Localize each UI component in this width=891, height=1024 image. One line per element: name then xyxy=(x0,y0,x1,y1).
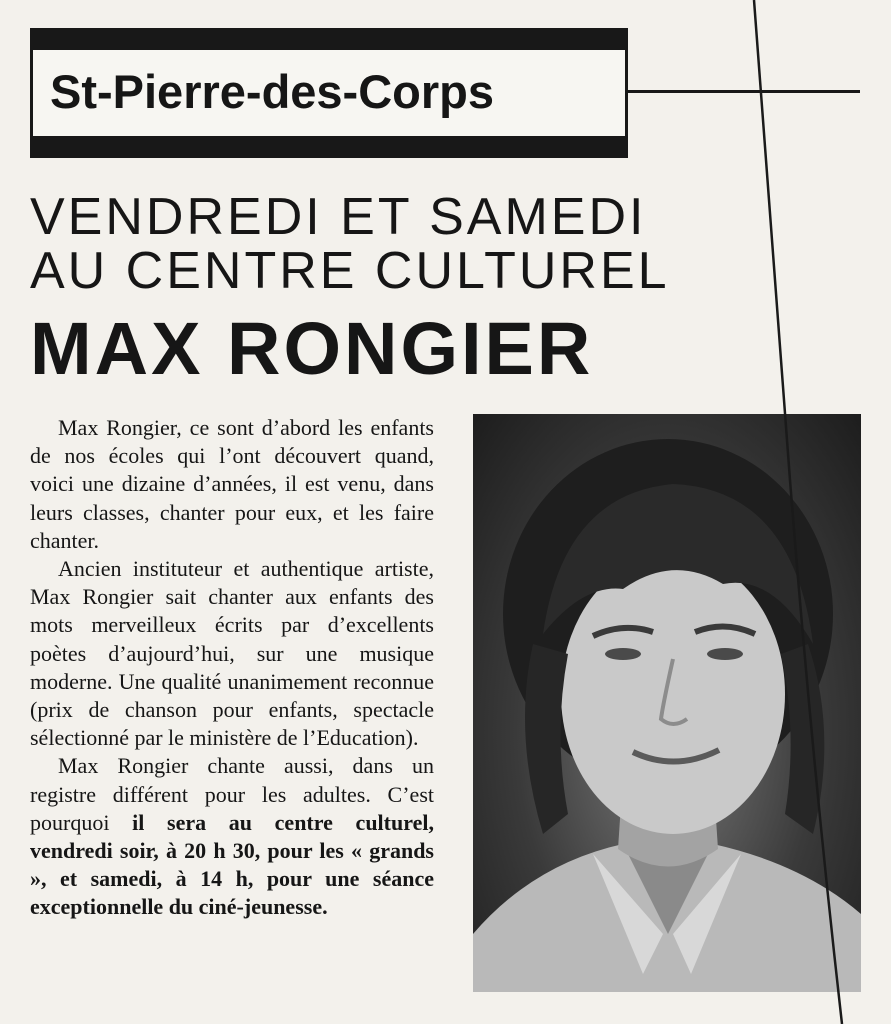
kicker-bar-bottom xyxy=(30,136,628,158)
article-title: MAX RONGIER xyxy=(30,307,594,390)
paragraph-3-bold: il sera au centre culturel, vendredi soir, à 20 h 30, pour les « grands », et samedi, à 14 h, pour une séance exceptionnelle du ciné-jeunesse. xyxy=(30,809,434,920)
portrait-illustration xyxy=(473,414,861,992)
headline-line-2: AU CENTRE CULTUREL xyxy=(30,242,670,300)
paragraph-3-intro: Max Rongier chante aussi, dans un registre différent pour les adultes. C’est pourquoi xyxy=(30,753,434,835)
paragraph-1: Max Rongier, ce sont d’abord les enfants de nos écoles qui l’ont découvert quand, voici une dizaine d’années, il est venu, dans leurs classes, chanter pour eux, et les faire chanter. xyxy=(30,415,434,553)
portrait-photo xyxy=(473,414,861,992)
paragraph-3 xyxy=(30,752,434,921)
kicker-bar-top xyxy=(30,28,628,50)
kicker-rule xyxy=(628,90,860,93)
article-body xyxy=(30,414,434,922)
section-kicker-box xyxy=(30,28,628,156)
headline-line-1: VENDREDI ET SAMEDI xyxy=(30,188,647,246)
section-kicker: St-Pierre-des-Corps xyxy=(50,65,494,118)
headline xyxy=(30,190,670,298)
paragraph-2: Ancien instituteur et authentique artiste, Max Rongier sait chanter aux enfants des mots merveilleux écrits par d’excellents poètes d’aujourd’hui, sur une musique moderne. Une qualité unanimement reconnue (prix de chanson pour enfants, spectacle sélectionné par le ministère de l’Education). xyxy=(30,556,434,751)
